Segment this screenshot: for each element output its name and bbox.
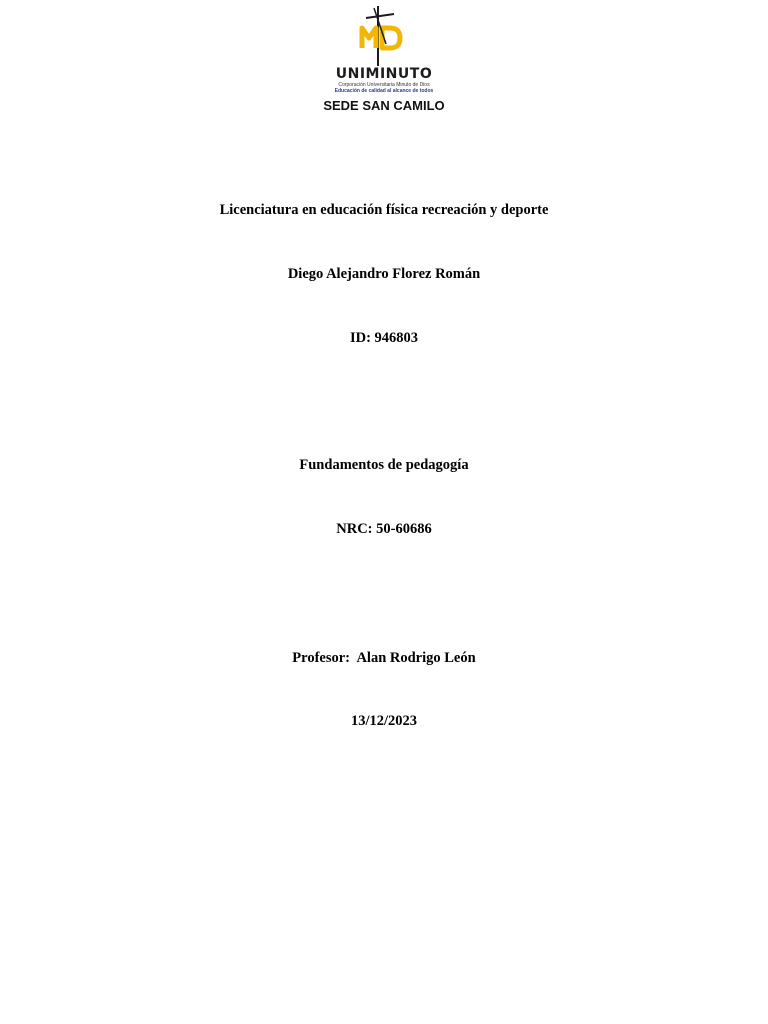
student-id: ID: 946803	[349, 330, 419, 346]
student-name: Diego Alejandro Florez Román	[287, 266, 481, 282]
logo-slogan: Educación de calidad al alcance de todos	[334, 88, 434, 94]
uniminuto-logo	[310, 4, 458, 114]
md-cross-logo-icon	[350, 4, 414, 68]
campus-name: SEDE SAN CAMILO	[323, 98, 445, 113]
course-name: Fundamentos de pedagogía	[299, 457, 469, 473]
program-title: Licenciatura en educación física recreación y deporte	[219, 202, 549, 218]
professor-name: Profesor: Alan Rodrigo León	[292, 650, 476, 666]
logo-name: UNIMINUTO	[335, 66, 433, 82]
course-nrc: NRC: 50-60686	[336, 521, 432, 537]
submission-date: 13/12/2023	[350, 713, 418, 729]
logo-tagline: Corporación Universitaria Minuto de Dios	[338, 82, 430, 88]
